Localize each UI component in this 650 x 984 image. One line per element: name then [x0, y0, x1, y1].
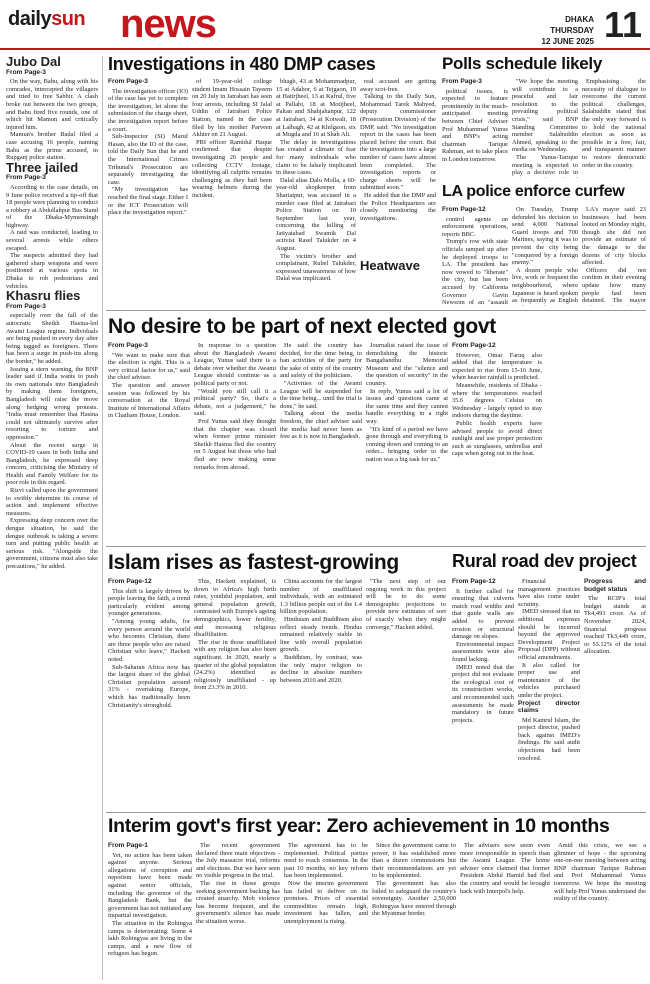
investigations-paragraph: Talking to the Daily Sun, Mohammad Tarek Mahyed, deputy commissioner (Prosecution Division) of the DMP, said: "No investigation report in the cases has been placed before the court. But the investigations into a large number of cases have almost been completed. The investigation reports or charge sheets will be submitted soon.": [360, 93, 436, 192]
section-title: news: [120, 2, 217, 46]
brand-daily: daily: [8, 8, 52, 30]
three-jailed-kicker: From Page-3: [6, 174, 46, 182]
rural-col-2: [518, 578, 580, 806]
no-desire-col-3: [280, 342, 362, 540]
islam-col-2: [194, 578, 276, 806]
no-desire-col-4: [366, 342, 448, 540]
no-desire-paragraph: "It's kind of a period we have gone through and everything is coming down and coming to an order... bringing order to the nation was a big task for us.": [366, 425, 448, 463]
no-desire-paragraph: The question and answer session was followed by his conversation at the Royal Institute of International Affairs in Chatham House, London.: [108, 381, 190, 420]
polls-paragraph: political issues, is expected to feature prominently in the much-anticipated meeting between Chief Adviser Prof Muhammad Yunus and BNP's acting chairman Tarique Rahman, set to take place in London tomorrow.: [442, 87, 508, 163]
investigations-col-4: [360, 78, 436, 288]
newspaper-logo: [8, 8, 85, 31]
interim-col-6: [554, 842, 646, 980]
investigations-paragraph: "My investigation has reached the final stage. Either I or the ICT Prosecution will place the investigation report.": [108, 186, 188, 217]
police-paragraph: A dozen people who live, work or frequent the neighbourhood, where Japanese is heard spoken as frequently as English: [512, 266, 578, 305]
no-desire-paragraph: Prof Yunus said they thought that the chapter was closed when former prime minister Sheikh Hasina fled the country on 5 August but those who had fled are now making some remarks from abroad.: [194, 417, 276, 471]
heatwave-paragraph: However, Omar Faruq also added that the temperature is expected to rise from 15-16 June, when heavier rainfall is predicted.: [452, 351, 542, 382]
investigations-col-1: [108, 78, 188, 288]
khasru-paragraph: Issuing a stern warning, the BNP leader said if India wants to push its own nationals into Bangladesh by making them foreigners, Bangladesh will raise the move along hedging wrong protests. "India must remember that Hasina could not ultimately survive after resorting to torture and oppression.": [6, 365, 98, 441]
jubo-dal-paragraph: Mamun's brother Badal filed a case accusing 16 people, naming Babu as the prime accused, in Rupganj police station.: [6, 131, 98, 162]
interim-headline: Interim govt's first year: Zero achievement in 10 months: [108, 815, 610, 837]
polls-col-2: [512, 78, 578, 178]
three-jailed-paragraph: According to the case details, on 9 June police received a tip-off that 18 people were planning to conduct a robbery at Abdullahpur Bus Stand of the Dhaka-Mymensingh highway.: [6, 183, 98, 229]
polls-col-3: [582, 78, 646, 178]
three-jailed-paragraph: A raid was conducted, leading to several arrests while others escaped.: [6, 229, 98, 252]
police-paragraph: Trump's row with state officials ramped up after he deployed troops to LA. The president has now vowed to "liberate" the city, but has been accused by California Governor Gavin Newsom of an "assault: [442, 238, 508, 306]
no-desire-paragraph: In reply, Yunus said a lot of issues and questions came at the same time and they cannot handle everything in a right way.: [366, 387, 448, 425]
rural-paragraph: Financial management practices have also come under scrutiny.: [518, 578, 580, 608]
investigations-paragraph: of 19-year-old college student Imam Hossain Tayeem on 20 July in Jatrabari has seen four arrests, including SI Jalal Uddin of Jatrabari Police Station, named in the case filed by his mother Parveen Akhter on 21 August.: [192, 78, 272, 139]
investigations-paragraph: Sub-Inspector (SI) Maruf Hasan, also the IO of the case, told the Daily Sun that he and the International Crimes Tribunal's Prosecution are separately investigating the case.: [108, 133, 188, 186]
interim-paragraph: The situation in the Rohingya camps is deteriorating. Some 4 lakh Rohingyas are living in the camps, and a new flow of refugees has begun.: [108, 919, 192, 958]
left-briefs-column: [6, 56, 98, 980]
khasru-kicker: From Page-3: [6, 302, 46, 310]
jubo-dal-kicker: From Page-3: [6, 68, 46, 76]
rural-paragraph: It further called for ensuring that culverts match road widths and that guide walls are added to prevent erosion or structural damage on slopes.: [452, 587, 514, 641]
no-desire-col-1: [108, 342, 190, 540]
rural-paragraph: IMED noted that the project did not evaluate the ecological cost of its construction works, and recommended such assessments be made mandatory in future projects.: [452, 663, 514, 724]
section-divider: [106, 812, 646, 813]
police-paragraph: LA's mayor said 23 businesses had been looted on Monday night, though she did not provide an estimate of the damage to the dozens of city blocks affected.: [582, 206, 646, 267]
interim-paragraph: Now the interim government has failed to deliver on its promises. Prices of essential commodities remain high, investment has fallen, and unemployment is rising.: [284, 879, 368, 925]
islam-col-3: [280, 578, 362, 806]
islam-paragraph: The rise in those unaffiliated with any religion has also been significant. In 2020, nearly a quarter of the global population (24.2%) identified as religiously unaffiliated - up from 23.3% in 2010.: [194, 638, 276, 692]
police-paragraph: Officers did not confirm in their evening update how many people had been detained. The mayor: [582, 266, 646, 305]
dateline-date: 12 JUNE 2025: [541, 37, 594, 46]
heatwave-kicker: From Page-12: [452, 342, 496, 349]
investigations-paragraph: He added that the DMP and the Police Headquarters are closely monitoring the investigations.: [360, 191, 436, 222]
no-desire-paragraph: "Activities of the Awami League will be suspended for the time being... until the trial is done," he said.: [280, 379, 362, 410]
islam-paragraph: Buddhism, by contrast, was the only major religion to decline in absolute numbers between 2010 and 2020.: [280, 653, 362, 684]
khasru-paragraph: Rizvi called upon the government to swiftly determine its course of action and implement effective measures.: [6, 487, 98, 517]
police-paragraph: control agents on enforcement operations, reports BBC.: [442, 215, 508, 238]
no-desire-paragraph: "Would you still call it a political party? So, that's a debate, not a judgement," he said.: [194, 387, 276, 418]
police-headline: LA police enforce curfew: [442, 183, 625, 200]
khasru-heading: Khasru flies: [6, 288, 81, 304]
jubo-dal-heading: Jubo Dal: [6, 56, 61, 69]
heatwave-paragraph: Meanwhile, residents of Dhaka - where the temperatures reached 35.6 degrees Celsius on Wednesday - largely opted to stay indoors during the daytime.: [452, 381, 542, 420]
police-col-1: [442, 206, 508, 306]
heatwave-paragraph: Public health experts have advised people to avoid direct sunlight and use proper protection such as sunglasses, umbrellas and caps when going out in the heat.: [452, 419, 542, 458]
investigations-paragraph: PBI officer Ramidul Haque confirmed that despite investigating 26 people and collecting CCTV footage, identifying all culprits remains challenging as they had been wearing helmets during the incident.: [192, 138, 272, 199]
dateline: [542, 14, 594, 47]
masthead: [0, 0, 650, 50]
khasru-paragraph: especially over the fall of the autocratic Sheikh Hasina-led Awami League regime. Individuals are being pushed in every day after being tagged as foreigners. There has been a surge in push-ins along the border," he added.: [6, 312, 98, 365]
no-desire-col-2: [194, 342, 276, 540]
rural-paragraph: IMED stressed that no additional expenses should be incurred beyond the approved Development Project Proposal (DPP) without official amendments.: [518, 608, 580, 661]
interim-col-3: [284, 842, 368, 980]
islam-paragraph: This, Hackett explained, is down to Africa's high birth rates, youthful population, and general population growth, contrasted with Europe's ageing demographics, lower fertility, and increasing religious disaffiliation.: [194, 578, 276, 639]
no-desire-paragraph: Journalist raised the issue of demolishing the historic Bangabandhu Memorial Museum and the "silence and the question of security" in the country.: [366, 342, 448, 387]
investigations-paragraph: The victim's brother and complainant, Rubel Talukder, expressed unawareness of how Dalal was implicated.: [276, 252, 356, 283]
polls-headline: Polls schedule likely: [442, 54, 602, 73]
islam-col-4: [366, 578, 446, 806]
dateline-city: DHAKA: [565, 15, 594, 24]
rural-paragraph: Environmental impact assessments were also found lacking.: [452, 640, 514, 663]
polls-kicker: From Page-3: [442, 78, 482, 85]
investigations-paragraph: The delay in investigations has created a climate of fear for many individuals who claim to be falsely implicated in these cases.: [276, 138, 356, 177]
rural-paragraph: It also called for proper use and maintenance of the vehicles purchased under the project.: [518, 661, 580, 699]
islam-paragraph: Hinduism and Buddhism also reflect steady trends. Hindus remained relatively stable in line with overall population growth.: [280, 615, 362, 654]
three-jailed-heading: Three jailed: [6, 159, 79, 175]
section-divider: [106, 546, 646, 547]
section-divider: [106, 310, 646, 311]
investigations-kicker: From Page-3: [108, 78, 148, 85]
interim-paragraph: The advisers now seem even more irresponsible in speech than the Awami League. The home adviser once claimed that former President Abdul Hamid had fled the country and would be brought back with Interpol's help.: [460, 842, 550, 895]
khasru-paragraph: About the recent surge in COVID-19 cases in both India and Bangladesh, he expressed deep concern, criticising the Ministry of Health and Family Welfare for its poor role in this regard.: [6, 441, 98, 487]
heatwave-heading: Heatwave: [360, 258, 420, 273]
interim-paragraph: The agreement has to be implemented. Political parties need to reach consensus. In the past 10 months, no key reform has been implemented.: [284, 842, 368, 880]
brand-sun: sun: [51, 8, 86, 30]
interim-paragraph: Yet, no action has been taken against anyone. Serious allegations of corruption and nepotism have been made against senior officials, including the governor of the Bangladesh Bank, but the government has not initiated any impartial investigation.: [108, 851, 192, 920]
no-desire-paragraph: "We want to make sure that the election is right. This is a very critical factor for us," said the chief adviser.: [108, 351, 190, 382]
polls-col-1: [442, 78, 508, 178]
interim-paragraph: Amid this crisis, we see a glimmer of hope - the upcoming one-on-one meeting between acting BNP chairman Tarique Rahman and Prof Muhammad Yunus tomorrow. We hope the meeting will help Prof Yunus understand the reality of the country.: [554, 842, 646, 903]
no-desire-paragraph: He said the country has decided, for the time being, to ban activities of the party for the sake of unity of the country and safety of the politicians.: [280, 342, 362, 380]
investigations-col-3: [276, 78, 356, 288]
islam-paragraph: This shift is largely driven by people leaving the faith, a trend particularly evident among younger generations.: [108, 587, 190, 618]
islam-paragraph: "The next step of our ongoing work in this project will be to do some demographic projections to provide new estimates of sort of exactly when they might converge," Hackett added.: [366, 578, 446, 631]
islam-headline: Islam rises as fastest-growing: [108, 551, 399, 574]
islam-col-1: [108, 578, 190, 806]
three-jailed-paragraph: The suspects admitted they had gathered sharp weapons and were positioned at various spots in Dhaka to rob pedestrians and vehicles.: [6, 252, 98, 290]
dateline-weekday: THURSDAY: [550, 26, 594, 35]
interim-col-5: [460, 842, 550, 980]
islam-paragraph: China accounts for the largest number of unaffiliated individuals, with an estimated 1.3 billion people out of the 1.4 billion population.: [280, 578, 362, 616]
no-desire-kicker: From Page-3: [108, 342, 148, 349]
rural-col-3: [584, 578, 646, 806]
rural-kicker: From Page-12: [452, 578, 496, 585]
police-paragraph: On Tuesday, Trump defended his decision to send 4,000 National Guard troops and 700 Marines, saying it was to prevent the city being "conquered by a foreign enemy.": [512, 206, 578, 267]
interim-kicker: From Page-1: [108, 842, 148, 849]
investigations-paragraph: Dalal alias Dalu Molla, a 60-year-old shopkeeper from Shariatpur, was accused in a murder case filed at Jatrabari Police Station on 10 September last year, concerning the killing of Jatiyatabad Swamik Dal activist Rasel Talukder on 4 August.: [276, 176, 356, 253]
rural-subhead: Progress and budget status: [584, 578, 646, 593]
police-col-2: [512, 206, 578, 306]
column-divider: [102, 56, 103, 980]
rural-col-1: [452, 578, 514, 806]
interim-col-2: [196, 842, 280, 980]
islam-paragraph: "Among young adults, for every person around the world who becomes Christian, there are three people who are raised Christian who leave," Hackett noted.: [108, 617, 190, 663]
police-kicker: From Page-12: [442, 206, 486, 213]
rural-headline: Rural road dev project: [452, 551, 637, 571]
jubo-dal-paragraph: On the way, Babu, along with his comrades, intercepted the villagers and tried to free Sabbir. A clash broke out between the two groups, and Babu fired five rounds, one of which hit Mamun and critically injured him.: [6, 78, 98, 131]
no-desire-paragraph: Talking about the media freedom, the chief adviser said the media had never been as free as it is now in Bangladesh.: [280, 410, 362, 441]
interim-paragraph: The recent government declared three main objectives - the July massacre trial, reforms and elections. But we have seen no visible progress in the trial.: [196, 842, 280, 880]
khasru-paragraph: Expressing deep concern over the dengue situation, he said the dengue outbreak is taking a severe turn and putting public health at serious risk. "Alongside the government, citizens must also take precautions," he added.: [6, 517, 98, 570]
rural-paragraph: Md Kamrul Islam, the project director, pushed back against IMED's findings. He said audit objections had been resolved.: [518, 716, 580, 762]
islam-kicker: From Page-12: [108, 578, 152, 585]
polls-paragraph: The Yunus-Tarique meeting is expected to play a decisive role in: [512, 153, 578, 177]
interim-paragraph: The rise in those groups seeking government backing has created anarchy. Mob violence has become frequent, and the government's silence has made the situation worse.: [196, 879, 280, 925]
interim-paragraph: Since the government came to power, it has established more than a dozen commissions but their recommendations are yet to be implemented.: [372, 842, 456, 880]
investigations-col-2: [192, 78, 272, 288]
interim-paragraph: The government has also failed to safeguard the country's sovereignty. Another 2,50,000 Rohingyas have entered through the Myanmar border.: [372, 879, 456, 918]
no-desire-paragraph: In response to a question about the Bangladesh Awami League, Yunus said there is a debate over whether the Awami League should continue as a political party or not.: [194, 342, 276, 387]
no-desire-headline: No desire to be part of next elected govt: [108, 315, 496, 338]
polls-paragraph: Emphasising the necessity of dialogue to overcome the current political challenges, Salahuddin stated that the only way forward is to hold the national election as soon as possible in a free, fair, and transparent manner to restore democratic order in the country.: [582, 78, 646, 169]
police-col-3: [582, 206, 646, 306]
page-number: 11: [603, 4, 642, 45]
investigations-paragraph: real accused are getting away scot-free.: [360, 78, 436, 93]
interim-col-1: [108, 842, 192, 980]
islam-paragraph: Sub-Saharan Africa now has the largest share of the global Christian population around 31% - overtaking Europe, which has traditionally been Christianity's stronghold.: [108, 663, 190, 709]
heatwave-column: [452, 342, 542, 540]
investigations-paragraph: bhagh, 43 at Mohammadpur, 15 at Adabor, 6 at Tejgaon, 19 at Hatirjheel, 13 at Kafrul, five at Pallabi, 18 at Motijheel, Paltan and Shahjahanpur, 122 at Jatrabari, 34 at Kotwali, 18 at Lalbagh, 42 at Khilgaon, six at Mugda and 16 at Shah Ali.: [276, 78, 356, 139]
interim-col-4: [372, 842, 456, 980]
investigations-headline: Investigations in 480 DMP cases: [108, 54, 376, 74]
rural-paragraph: The RCIP's total budget stands at Tk4,493 crore. As of November 2024, financial progress reached Tk3,449 crore, or 53.12% of the total allocation.: [584, 595, 646, 656]
investigations-paragraph: The investigation officer (IO) of the case has yet to complete the investigation, let alone the submission of the charge sheet, the investigation report before a court.: [108, 87, 188, 133]
polls-paragraph: "We hope the meeting will contribute to a peaceful and fair resolution to the prevailing political crisis," said BNP Standing Committee member Salahuddin Ahmed, speaking to the media on Wednesday.: [512, 78, 578, 154]
rural-subhead: Project director claims: [518, 699, 580, 715]
